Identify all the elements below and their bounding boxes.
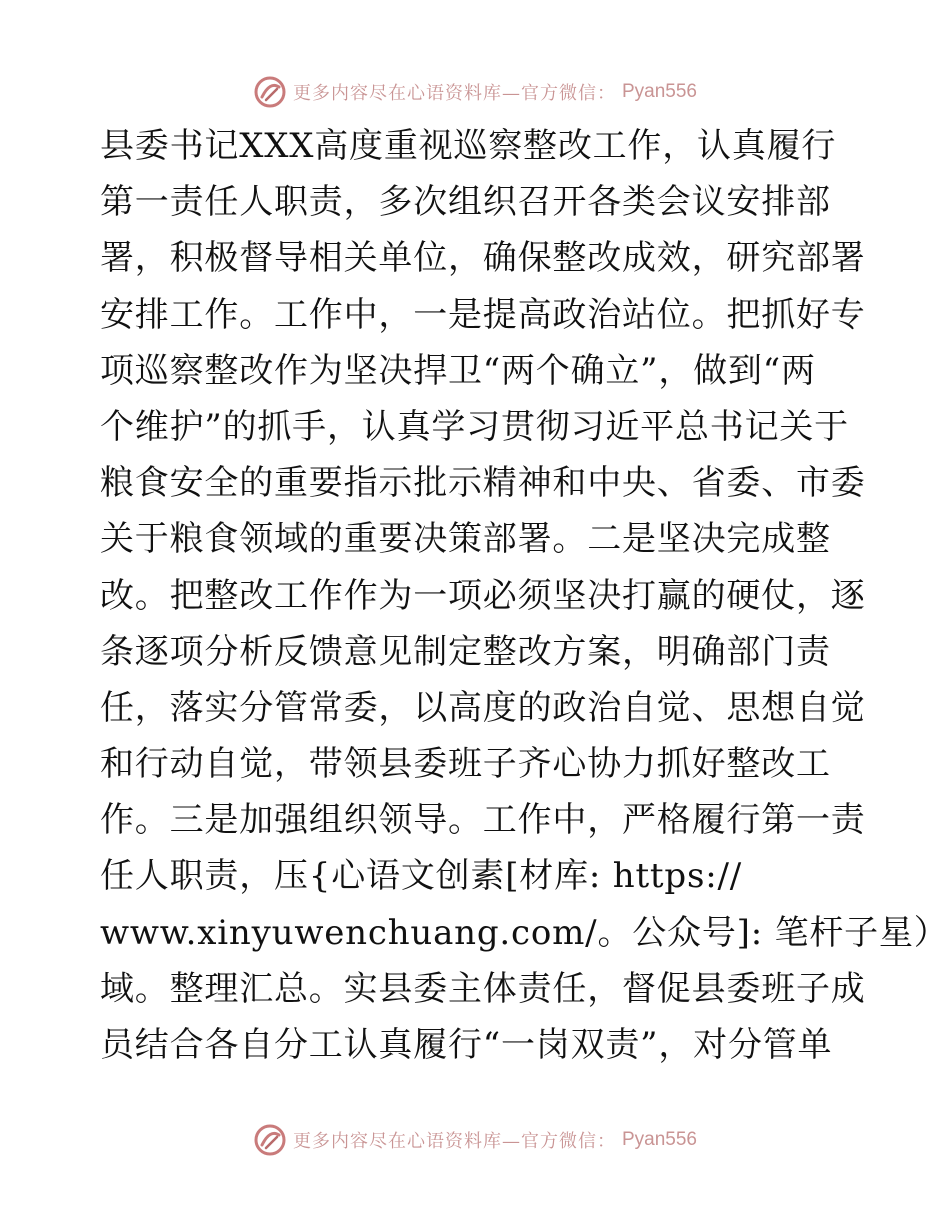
text-line: 改。把整改工作作为一项必须坚决打赢的硬仗，逐: [100, 575, 866, 616]
text-line: 项巡察整改作为坚决捍卫“两个确立”，做到“两: [100, 350, 816, 391]
document-body: [100, 118, 949, 1073]
text-line: www.xinyuwenchuang.com/。公众号]: 笔杆子星）: [100, 912, 949, 953]
text-line: 作。三是加强组织领导。工作中，严格履行第一责: [100, 800, 866, 841]
text-line: 关于粮食领域的重要决策部署。二是坚决完成整: [100, 519, 831, 560]
logo-icon: [253, 75, 287, 109]
text-line: 署，积极督导相关单位，确保整改成效，研究部署: [100, 238, 866, 279]
text-line: 和行动自觉，带领县委班子齐心协力抓好整改工: [100, 744, 831, 785]
text-line: 县委书记XXX高度重视巡察整改工作，认真履行: [100, 126, 837, 166]
watermark-text: 更多内容尽在心语资料库—官方微信：: [292, 83, 616, 104]
text-line: 员结合各自分工认真履行“一岗双责”，对分管单: [100, 1025, 833, 1065]
text-line: 任，落实分管常委，以高度的政治自觉、思想自觉: [100, 687, 866, 728]
watermark-footer: [0, 1120, 950, 1160]
watermark-wechat-id: Pyan556: [621, 81, 697, 102]
watermark-header: [0, 72, 950, 112]
logo-icon: [253, 1123, 287, 1157]
text-line: 条逐项分析反馈意见制定整改方案，明确部门责: [100, 631, 831, 672]
text-line: 安排工作。工作中，一是提高政治站位。把抓好专: [100, 294, 866, 335]
watermark-text: 更多内容尽在心语资料库—官方微信：: [292, 1131, 616, 1152]
text-line: 个维护”的抓手，认真学习贯彻习近平总书记关于: [100, 406, 849, 447]
text-line: 任人职责，压{心语文创素[材库: https://: [100, 856, 742, 897]
text-line: 第一责任人职责，多次组织召开各类会议安排部: [100, 182, 831, 223]
text-line: 粮食安全的重要指示批示精神和中央、省委、市委: [100, 463, 866, 504]
watermark-wechat-id: Pyan556: [621, 1129, 697, 1150]
text-line: 域。整理汇总。实县委主体责任，督促县委班子成: [100, 968, 866, 1009]
